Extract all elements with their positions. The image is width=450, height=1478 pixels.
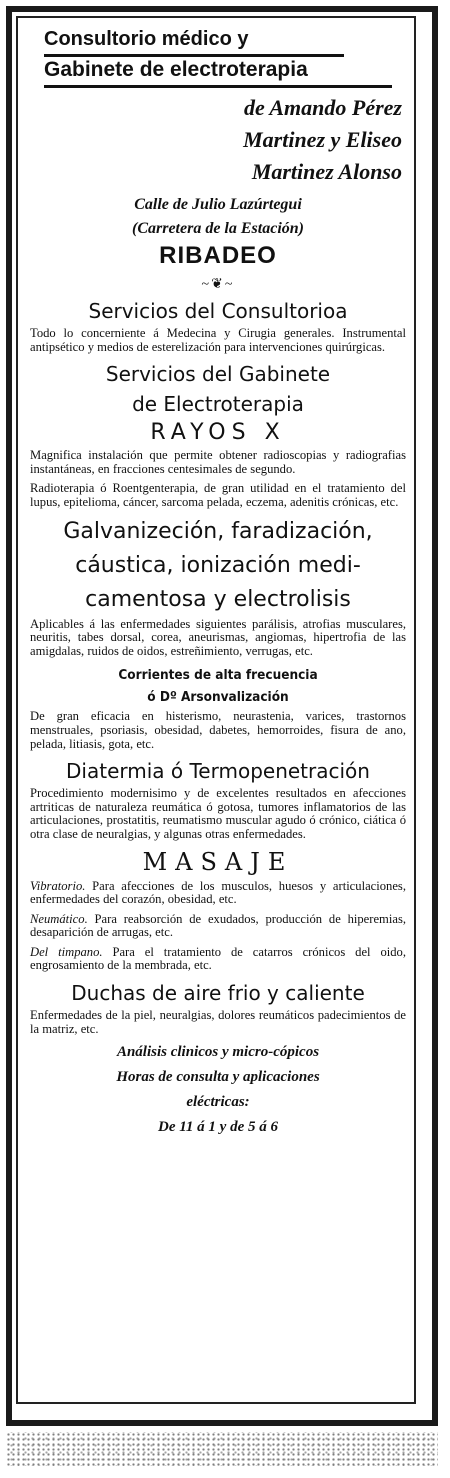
- footer-line: Horas de consulta y aplicaciones: [116, 1069, 320, 1086]
- section-heading: Servicios del Consultorioa: [88, 299, 348, 323]
- footer-line: De 11 á 1 y de 5 á 6: [158, 1119, 278, 1136]
- section-heading: de Electroterapia: [132, 392, 304, 417]
- masaje-item-label: Neumático.: [30, 911, 88, 926]
- section-heading: Galvanizeción, faradización,: [63, 518, 373, 544]
- advertisement: [30, 22, 406, 1138]
- masaje-item: [30, 946, 406, 973]
- section-consultorio: [30, 297, 406, 354]
- section-text: De gran eficacia en histerismo, neurastenia, varices, trastornos menstruales, psoriasis, obesidad, dabetes, hemorroides, fisura de ano, pelada, litiasis, gota, etc.: [30, 709, 406, 751]
- masaje-item-label: Del timpano.: [30, 944, 103, 959]
- header: [30, 26, 406, 293]
- section-masaje: [30, 848, 406, 974]
- section-gabinete: [30, 360, 406, 509]
- section-diatermia: [30, 757, 406, 841]
- section-text: Magnifica instalación que permite obtener radioscopias y radiografias instantáneas, en fracciones centesimales de segundo.: [30, 448, 406, 476]
- section-heading: Duchas de aire frio y caliente: [71, 981, 365, 1006]
- masaje-item-text: Para el tratamiento de catarros crónicos del oido, engrosamiento de la membrada, etc.: [30, 944, 406, 973]
- section-heading: camentosa y electrolisis: [85, 586, 351, 612]
- masaje-item-text: Para afecciones de los musculos, huesos y articulaciones, enfermedades del corazón, obesidad, etc.: [30, 878, 406, 907]
- author-line: de Amando Pérez: [243, 95, 402, 120]
- rayos-x-heading: RAYOS X: [150, 420, 286, 446]
- section-text: Aplicables á las enfermedades siguientes parálisis, atrofias musculares, neuritis, tabes dorsal, corea, aneurismas, angiomas, hipertrofia de las amigdalas, ruidos de oidos, estreñimiento, verrugas, etc.: [30, 616, 406, 658]
- city-name: RIBADEO: [159, 242, 277, 269]
- footer: [30, 1042, 406, 1138]
- masaje-item-label: Vibratorio.: [30, 878, 86, 893]
- section-heading: Corrientes de alta frecuencia: [118, 667, 318, 684]
- section-heading: cáustica, ionización medi-: [75, 552, 361, 578]
- masaje-item-text: Para reabsorción de exudados, producción de hiperemias, desaparición de arrugas, etc.: [30, 911, 406, 940]
- section-galvanizacion: [30, 516, 406, 659]
- section-text: Radioterapia ó Roentgenterapia, de gran utilidad en el tratamiento del lupus, epitelioma, cáncer, sarcoma pelada, eczema, adenitis crónicas, etc.: [30, 481, 406, 509]
- masaje-heading: MASAJE: [142, 847, 294, 876]
- footer-line: eléctricas:: [186, 1094, 250, 1111]
- title-line-1: Consultorio médico y: [44, 28, 249, 50]
- masaje-item: [30, 880, 406, 907]
- section-heading: ó Dº Arsonvalización: [147, 689, 289, 706]
- address-line: (Carretera de la Estación): [132, 220, 304, 237]
- author-line: Martinez Alonso: [251, 159, 402, 184]
- section-duchas: [30, 979, 406, 1036]
- masaje-item: [30, 913, 406, 940]
- section-heading: Diatermia ó Termopenetración: [66, 759, 370, 784]
- address-line: Calle de Julio Lazúrtegui: [134, 196, 302, 213]
- page-noise-strip: [6, 1432, 438, 1466]
- ornament-divider: ~❦~: [201, 277, 235, 292]
- section-text: Procedimiento modernisimo y de excelentes resultados en afecciones artriticas de naturaleza reumática ó gotosa, tumores inflamatorios de las articulaciones, prostatitis, reumatismo muscular agudo ó crónico, ciática ó otra clase de neuralgias, y algunas otras enfermedades.: [30, 786, 406, 841]
- section-heading: Servicios del Gabinete: [105, 362, 331, 387]
- footer-line: Análisis clinicos y micro-cópicos: [116, 1044, 320, 1061]
- section-corrientes: [30, 664, 406, 751]
- title-underline: [44, 85, 392, 88]
- title-line-2: Gabinete de electroterapia: [44, 58, 308, 81]
- section-text: Todo lo concerniente á Medecina y Cirugia generales. Instrumental antipsético y medios de esterelización para intervenciones quirúrgicas.: [30, 326, 406, 354]
- author-line: Martinez y Eliseo: [243, 127, 402, 152]
- section-text: Enfermedades de la piel, neuralgias, dolores reumáticos padecimientos de la matriz, etc.: [30, 1008, 406, 1036]
